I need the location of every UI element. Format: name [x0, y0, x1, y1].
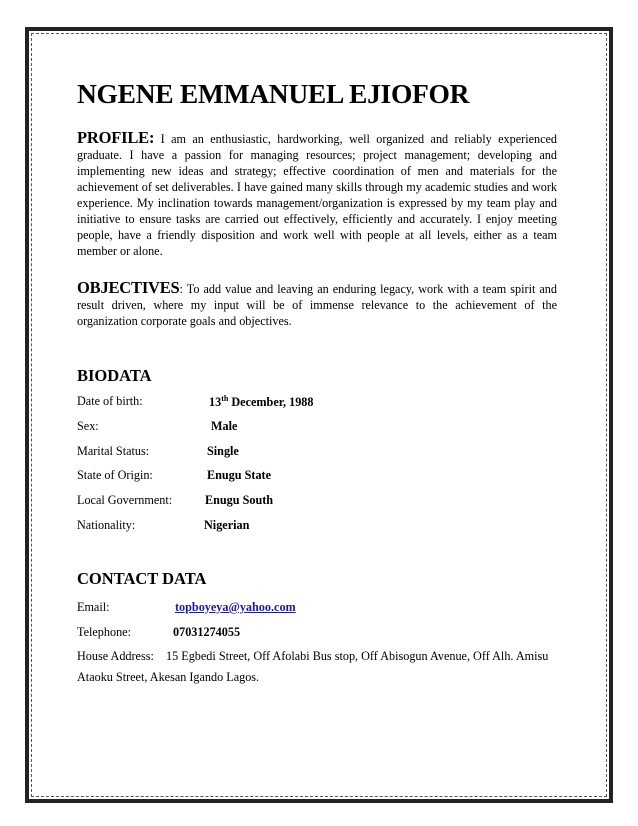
email-link[interactable]: topboyeya@yahoo.com	[175, 600, 296, 614]
dob-value: 13th December, 1988	[209, 394, 314, 410]
profile-text: I am an enthusiastic, hardworking, well organized and reliably experienced graduate. I have a passion for managing resources; project management; developing and implementing new ideas and strategy; effective coordination of men and materials for the achievement of set deliverables. I have gained many skills through my academic studies and work experience. My inclination towards management/organization is expressed by my team play and initiative to ensure tasks are carried out effectively, efficiently and accurately. I enjoy meeting people, have a friendly disposition and work well with people at all levels, either as a team member or alone.	[77, 132, 557, 258]
address-value: 15 Egbedi Street, Off Afolabi Bus stop, Off Abisogun Avenue, Off Alh. Amisu Ataoku Street, Akesan Igando Lagos.	[77, 649, 549, 684]
lga-value: Enugu South	[205, 493, 274, 507]
nationality-label: Nationality:	[77, 518, 136, 532]
objectives-section: OBJECTIVES: To add value and leaving an enduring legacy, work with a team spirit and result driven, where my input will be of immense relevance to the achievement of the organization corporate goals and objectives.	[77, 278, 557, 328]
phone-value: 07031274055	[173, 625, 241, 639]
address-row	[77, 646, 557, 688]
objectives-heading: OBJECTIVES	[77, 278, 180, 297]
state-value: Enugu State	[207, 468, 272, 482]
sex-label: Sex:	[77, 419, 99, 433]
email-value	[175, 600, 296, 615]
biodata-title: BIODATA	[77, 366, 152, 385]
marital-value: Single	[207, 444, 239, 458]
sex-value: Male	[211, 419, 238, 433]
lga-label: Local Government:	[77, 493, 173, 507]
dob-label: Date of birth:	[77, 394, 143, 408]
profile-section	[77, 130, 557, 259]
objectives-text: To add value and leaving an enduring legacy, work with a team spirit and result driven, where my input will be of immense relevance to the achievement of the organization corporate goals and objectives.	[77, 282, 557, 328]
nationality-value: Nigerian	[204, 518, 250, 532]
marital-label: Marital Status:	[77, 444, 150, 458]
address-label: House Address:	[77, 649, 154, 663]
profile-heading: PROFILE:	[77, 128, 155, 147]
email-label: Email:	[77, 600, 110, 614]
resume-name: NGENE EMMANUEL EJIOFOR	[77, 78, 470, 109]
state-label: State of Origin:	[77, 468, 153, 482]
contact-title: CONTACT DATA	[77, 569, 207, 588]
phone-label: Telephone:	[77, 625, 131, 639]
